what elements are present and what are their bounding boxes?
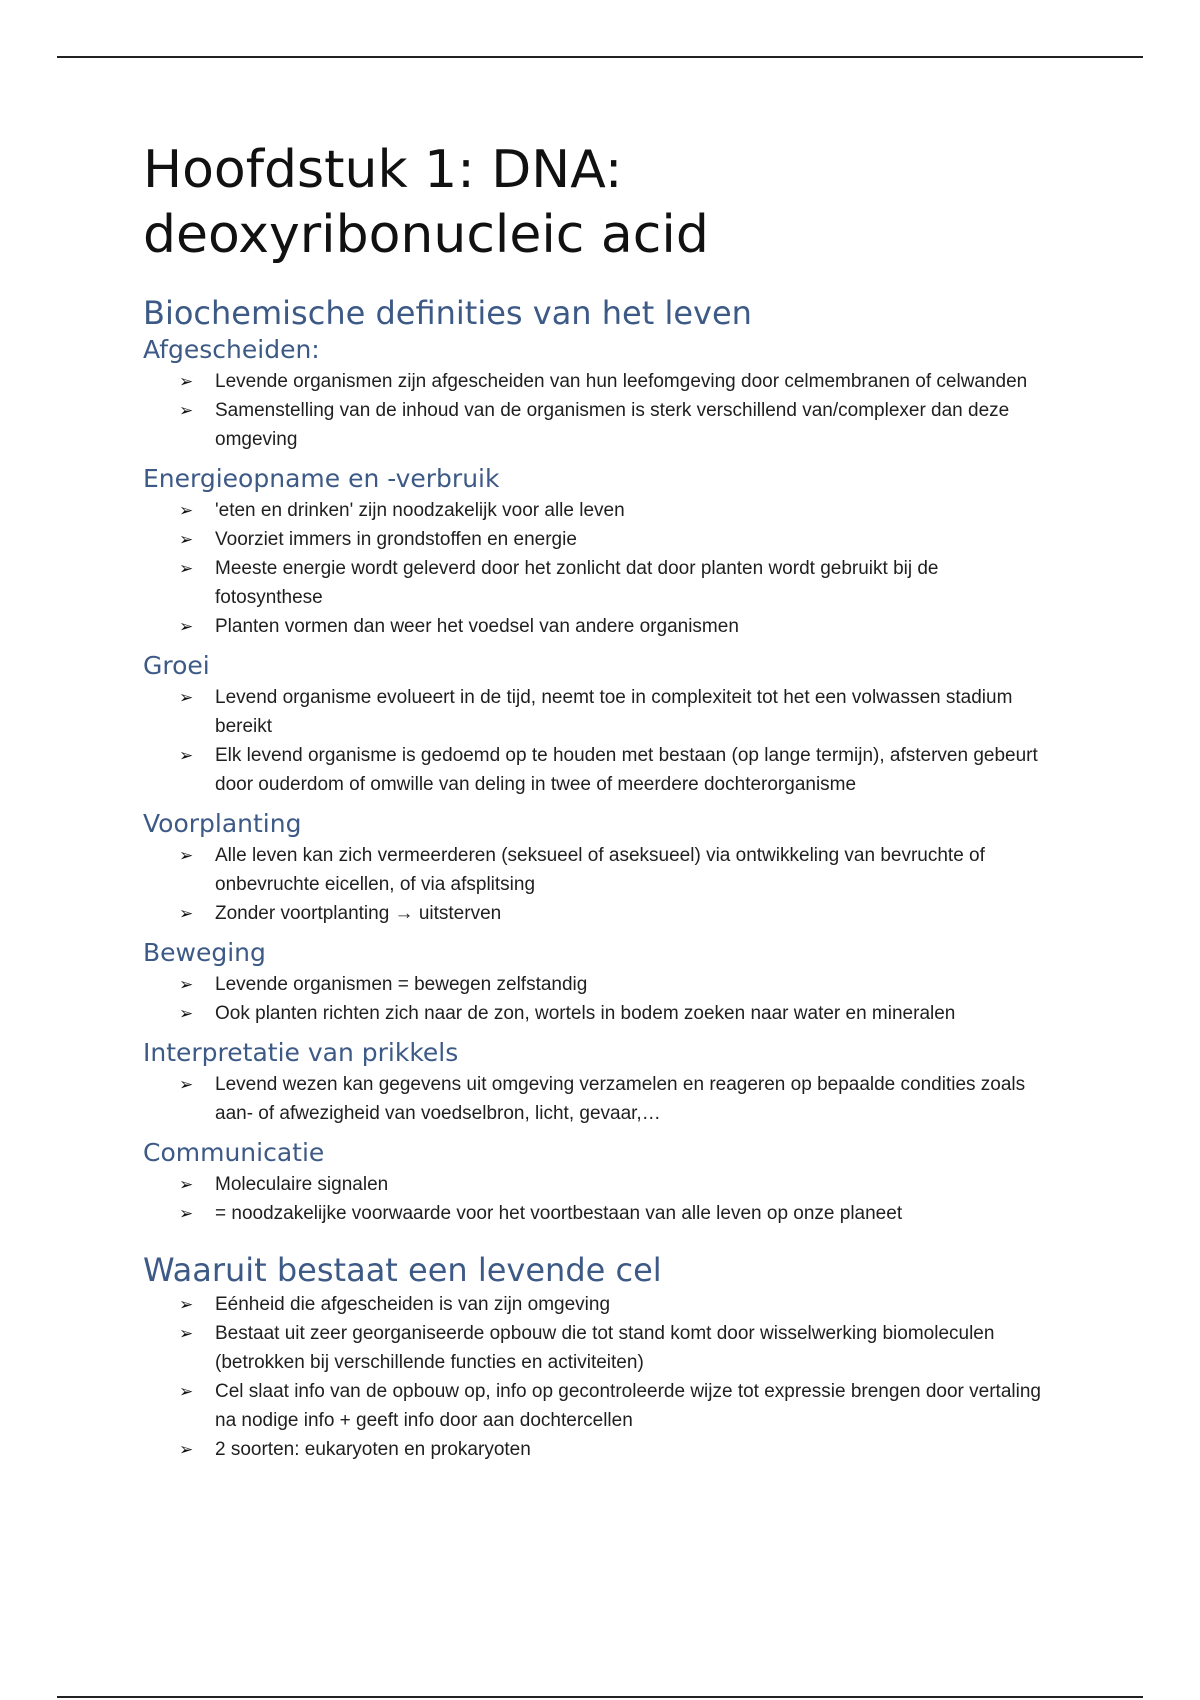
arrow-bullet-icon: ➢ [179, 530, 194, 549]
list-item [179, 683, 1043, 741]
list-item-text: Meeste energie wordt geleverd door het zonlicht dat door planten wordt gebruikt bij de fotosynthese [215, 558, 939, 608]
arrow-bullet-icon: ➢ [179, 688, 194, 707]
arrow-bullet-icon: ➢ [179, 401, 194, 420]
list-item-text: Levend organisme evolueert in de tijd, neemt toe in complexiteit tot het een volwassen stadium bereikt [215, 687, 1013, 737]
arrow-bullet-icon: ➢ [179, 1075, 194, 1094]
list-item [179, 396, 1043, 454]
arrow-bullet-icon: ➢ [179, 617, 194, 636]
arrow-bullet-icon: ➢ [179, 1204, 194, 1223]
list-item [179, 1070, 1043, 1128]
arrow-bullet-icon: ➢ [179, 501, 194, 520]
list-item-text: Voorziet immers in grondstoffen en energie [215, 529, 577, 550]
list-item [179, 554, 1043, 612]
list-item [179, 970, 1043, 999]
list-item-text: 2 soorten: eukaryoten en prokaryoten [215, 1439, 531, 1460]
list-item [179, 525, 1043, 554]
subsection-list [143, 1070, 1043, 1128]
list-item-text: Eénheid die afgescheiden is van zijn omgeving [215, 1294, 611, 1315]
list-item [179, 1170, 1043, 1199]
list-item-text: Elk levend organisme is gedoemd op te houden met bestaan (op lange termijn), afsterven gebeurt door ouderdom of omwille van deling in twee of meerdere dochterorganisme [215, 745, 1038, 795]
subsection-heading: Groei [143, 651, 210, 680]
subsection-heading: Afgescheiden: [143, 335, 320, 364]
list-item [179, 899, 1043, 928]
subsection-list [143, 683, 1043, 799]
arrow-bullet-icon: ➢ [179, 1382, 194, 1401]
levende-cel-list [143, 1290, 1043, 1464]
list-item-text: Samenstelling van de inhoud van de organismen is sterk verschillend van/complexer dan deze omgeving [215, 400, 1010, 450]
list-item [179, 1290, 1043, 1319]
bottom-rule [57, 1696, 1143, 1698]
subsection-list [143, 496, 1043, 641]
top-rule [57, 56, 1143, 58]
arrow-bullet-icon: ➢ [179, 846, 194, 865]
list-item-text: Levend wezen kan gegevens uit omgeving verzamelen en reageren op bepaalde condities zoals aan- of afwezigheid van voedselbron, licht, gevaar,… [215, 1074, 1026, 1124]
arrow-bullet-icon: ➢ [179, 975, 194, 994]
list-item [179, 741, 1043, 799]
arrow-bullet-icon: ➢ [179, 1324, 194, 1343]
subsection-heading: Energieopname en -verbruik [143, 464, 500, 493]
list-item [179, 496, 1043, 525]
list-item-text: Cel slaat info van de opbouw op, info op gecontroleerde wijze tot expressie brengen door vertaling na nodige info + geeft info door aan dochtercellen [215, 1381, 1041, 1431]
document-title [143, 138, 1043, 268]
list-item [179, 999, 1043, 1028]
subsection-heading: Voorplanting [143, 809, 302, 838]
list-item-text: 'eten en drinken' zijn noodzakelijk voor alle leven [215, 500, 625, 521]
title-line-2: deoxyribonucleic acid [143, 205, 709, 265]
list-item [179, 1377, 1043, 1435]
list-item-text: Alle leven kan zich vermeerderen (seksueel of aseksueel) via ontwikkeling van bevruchte of onbevruchte eicellen, of via afsplitsing [215, 845, 985, 895]
section-heading-biochemische-definities: Biochemische definities van het leven [143, 294, 752, 332]
list-item-text: Zonder voortplanting → uitsterven [215, 903, 502, 924]
list-item-text: Ook planten richten zich naar de zon, wortels in bodem zoeken naar water en mineralen [215, 1003, 956, 1024]
list-item [179, 367, 1043, 396]
list-item-text: Levende organismen zijn afgescheiden van hun leefomgeving door celmembranen of celwanden [215, 371, 1028, 392]
subsection-list [143, 970, 1043, 1028]
arrow-bullet-icon: ➢ [179, 559, 194, 578]
list-item [179, 612, 1043, 641]
list-item-text: Bestaat uit zeer georganiseerde opbouw die tot stand komt door wisselwerking biomoleculen (betrokken bij verschillende functies en activiteiten) [215, 1323, 995, 1373]
arrow-bullet-icon: ➢ [179, 746, 194, 765]
subsection-heading: Communicatie [143, 1138, 325, 1167]
arrow-bullet-icon: ➢ [179, 372, 194, 391]
subsection-heading: Interpretatie van prikkels [143, 1038, 459, 1067]
subsection-list [143, 841, 1043, 928]
arrow-bullet-icon: ➢ [179, 1440, 194, 1459]
document-body [143, 138, 1043, 1472]
subsections-container [143, 333, 1043, 1228]
list-item [179, 841, 1043, 899]
list-item-text: Levende organismen = bewegen zelfstandig [215, 974, 588, 995]
subsection-list [143, 367, 1043, 454]
list-item [179, 1199, 1043, 1228]
subsection-list [143, 1170, 1043, 1228]
title-line-1: Hoofdstuk 1: DNA: [143, 140, 623, 200]
subsection-heading: Beweging [143, 938, 266, 967]
arrow-bullet-icon: ➢ [179, 1175, 194, 1194]
arrow-bullet-icon: ➢ [179, 1004, 194, 1023]
list-item [179, 1435, 1043, 1464]
list-item-text: = noodzakelijke voorwaarde voor het voortbestaan van alle leven op onze planeet [215, 1203, 903, 1224]
list-item-text: Planten vormen dan weer het voedsel van andere organismen [215, 616, 739, 637]
section-heading-levende-cel: Waaruit bestaat een levende cel [143, 1251, 662, 1289]
list-item-text: Moleculaire signalen [215, 1174, 389, 1195]
arrow-bullet-icon: ➢ [179, 904, 194, 923]
list-item [179, 1319, 1043, 1377]
arrow-bullet-icon: ➢ [179, 1295, 194, 1314]
